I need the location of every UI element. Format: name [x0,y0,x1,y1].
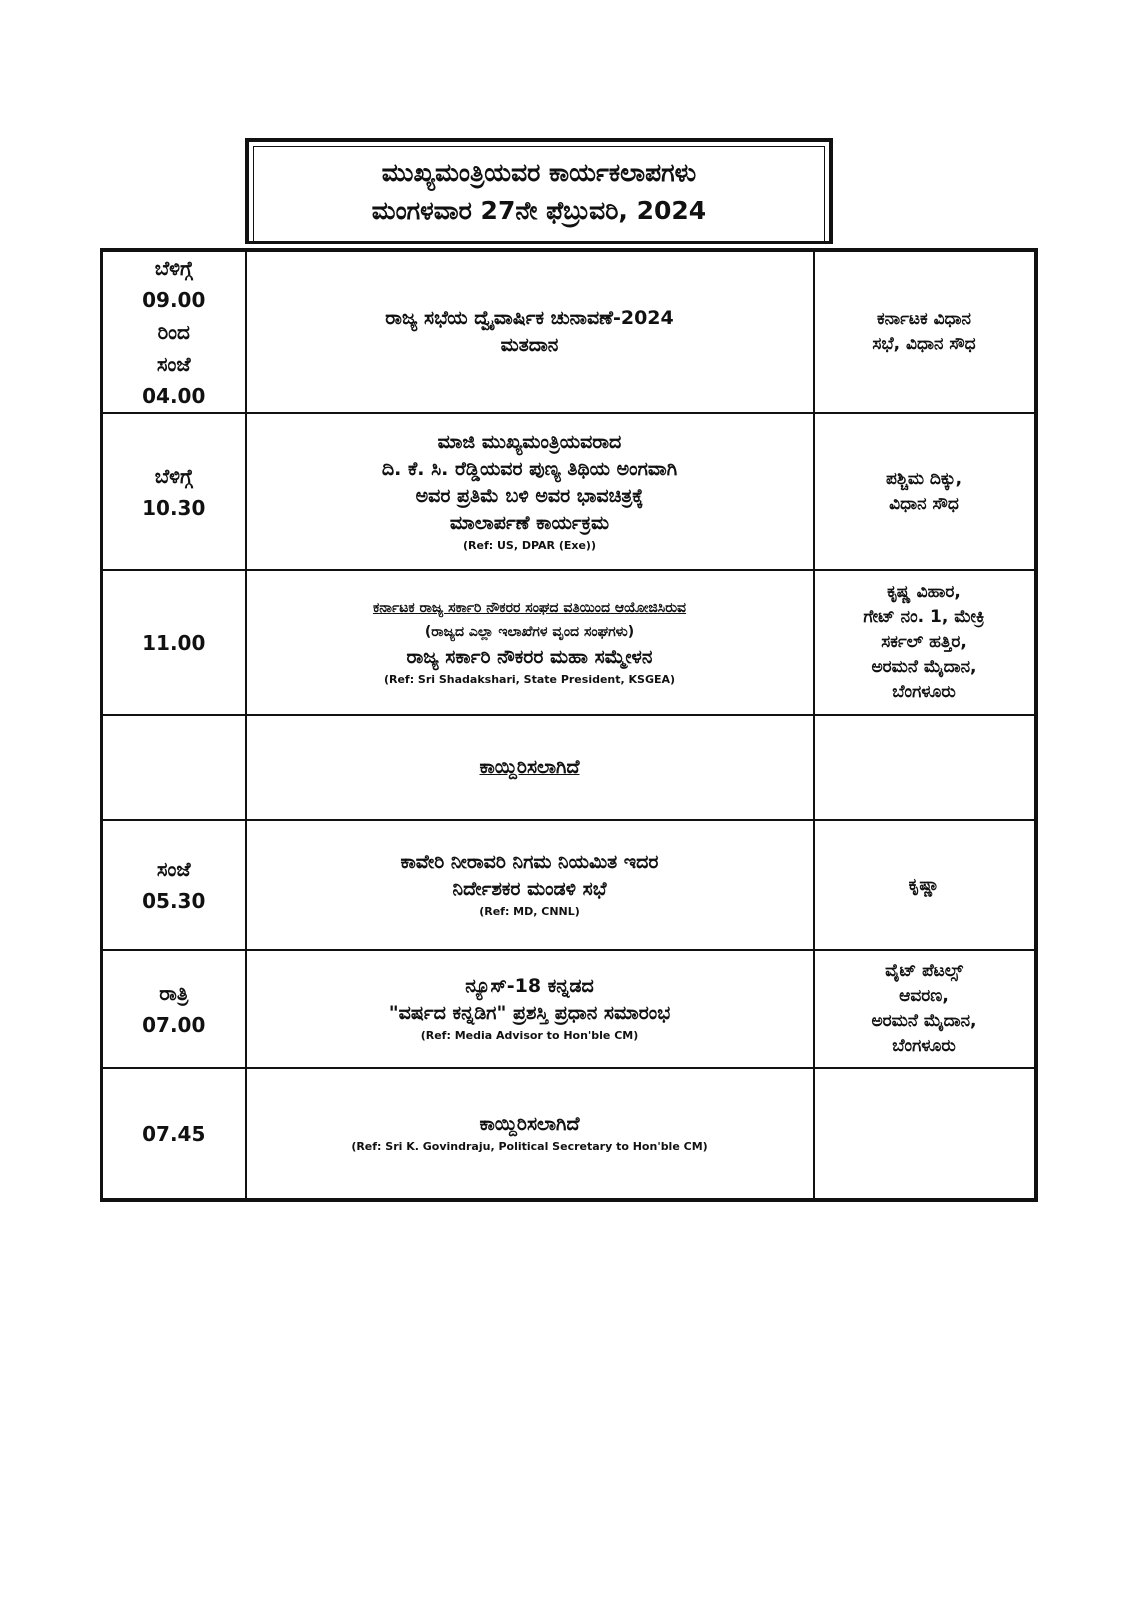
venue-cell: ಕೃಷ್ಣಾ [814,820,1036,950]
schedule-row [102,715,1036,820]
venue-cell: ಪಶ್ಚಿಮ ದಿಕ್ಕು, ವಿಧಾನ ಸೌಧ [814,413,1036,570]
venue-cell: ಕರ್ನಾಟಕ ವಿಧಾನ ಸಭೆ, ವಿಧಾನ ಸೌಧ [814,250,1036,413]
event-cell: ಕರ್ನಾಟಕ ರಾಜ್ಯ ಸರ್ಕಾರಿ ನೌಕರರ ಸಂಘದ ವತಿಯಿಂದ ಆಯೋಜಿಸಿರುವ (ರಾಜ್ಯದ ಎಲ್ಲಾ ಇಲಾಖೆಗಳ ವೃಂದ ಸಂಘಗಳು) ರಾಜ್ಯ ಸರ್ಕಾರಿ ನೌಕರರ ಮಹಾ ಸಮ್ಮೇಳನ (Ref: Sri Shadakshari, State President, KSGEA) [246,570,814,715]
schedule-row [102,820,1036,950]
venue-cell: ಕೃಷ್ಣ ವಿಹಾರ, ಗೇಟ್ ನಂ. 1, ಮೇಕ್ರಿ ಸರ್ಕಲ್ ಹತ್ತಿರ, ಅರಮನೆ ಮೈದಾನ, ಬೆಂಗಳೂರು [814,570,1036,715]
time-cell: ರಾತ್ರಿ 07.00 [102,950,246,1068]
time-cell: 11.00 [102,570,246,715]
event-cell: ಮಾಜಿ ಮುಖ್ಯಮಂತ್ರಿಯವರಾದ ದಿ. ಕೆ. ಸಿ. ರೆಡ್ಡಿಯವರ ಪುಣ್ಯ ತಿಥಿಯ ಅಂಗವಾಗಿ ಅವರ ಪ್ರತಿಮೆ ಬಳಿ ಅವರ ಭಾವಚಿತ್ರಕ್ಕೆ ಮಾಲಾರ್ಪಣೆ ಕಾರ್ಯಕ್ರಮ (Ref: US, DPAR (Exe)) [246,413,814,570]
title-line-2: ಮಂಗಳವಾರ 27ನೇ ಫೆಬ್ರುವರಿ, 2024 [371,195,707,225]
venue-cell [814,1068,1036,1200]
reference-note: (Ref: US, DPAR (Exe)) [463,538,596,552]
schedule-row [102,1068,1036,1200]
schedule-row [102,413,1036,570]
reference-note: (Ref: MD, CNNL) [479,905,580,918]
time-cell [102,715,246,820]
reference-note: (Ref: Media Advisor to Hon'ble CM) [420,1029,639,1042]
time-cell: 07.45 [102,1068,246,1200]
reference-note: (Ref: Sri K. Govindraju, Political Secretary to Hon'ble CM) [351,1140,708,1153]
schedule-row [102,250,1036,413]
time-cell: ಸಂಜೆ 05.30 [102,820,246,950]
time-cell: ಬೆಳಿಗ್ಗೆ 10.30 [102,413,246,570]
event-cell: ಕಾವೇರಿ ನೀರಾವರಿ ನಿಗಮ ನಿಯಮಿತ ಇದರ ನಿರ್ದೇಶಕರ ಮಂಡಳಿ ಸಭೆ (Ref: MD, CNNL) [246,820,814,950]
title-line-1: ಮುಖ್ಯಮಂತ್ರಿಯವರ ಕಾರ್ಯಕಲಾಪಗಳು [381,157,697,187]
reference-note: (Ref: Sri Shadakshari, State President, KSGEA) [383,673,676,686]
schedule-row [102,950,1036,1068]
schedule-title [245,138,833,244]
event-cell: ನ್ಯೂಸ್-18 ಕನ್ನಡದ "ವರ್ಷದ ಕನ್ನಡಿಗ" ಪ್ರಶಸ್ತಿ ಪ್ರಧಾನ ಸಮಾರಂಭ (Ref: Media Advisor to Hon'ble CM) [246,950,814,1068]
venue-cell: ವೈಟ್ ಪೆಟಲ್ಸ್ ಆವರಣ, ಅರಮನೆ ಮೈದಾನ, ಬೆಂಗಳೂರು [814,950,1036,1068]
schedule-table [100,248,1038,1202]
event-cell: ಕಾಯ್ದಿರಿಸಲಾಗಿದೆ (Ref: Sri K. Govindraju, Political Secretary to Hon'ble CM) [246,1068,814,1200]
venue-cell [814,715,1036,820]
event-cell: ಕಾಯ್ದಿರಿಸಲಾಗಿದೆ [246,715,814,820]
time-cell: ಬೆಳಿಗ್ಗೆ 09.00 ರಿಂದ ಸಂಜೆ 04.00 [102,250,246,413]
event-cell: ರಾಜ್ಯ ಸಭೆಯ ದ್ವೈವಾರ್ಷಿಕ ಚುನಾವಣೆ-2024 ಮತದಾನ [246,250,814,413]
schedule-row [102,570,1036,715]
